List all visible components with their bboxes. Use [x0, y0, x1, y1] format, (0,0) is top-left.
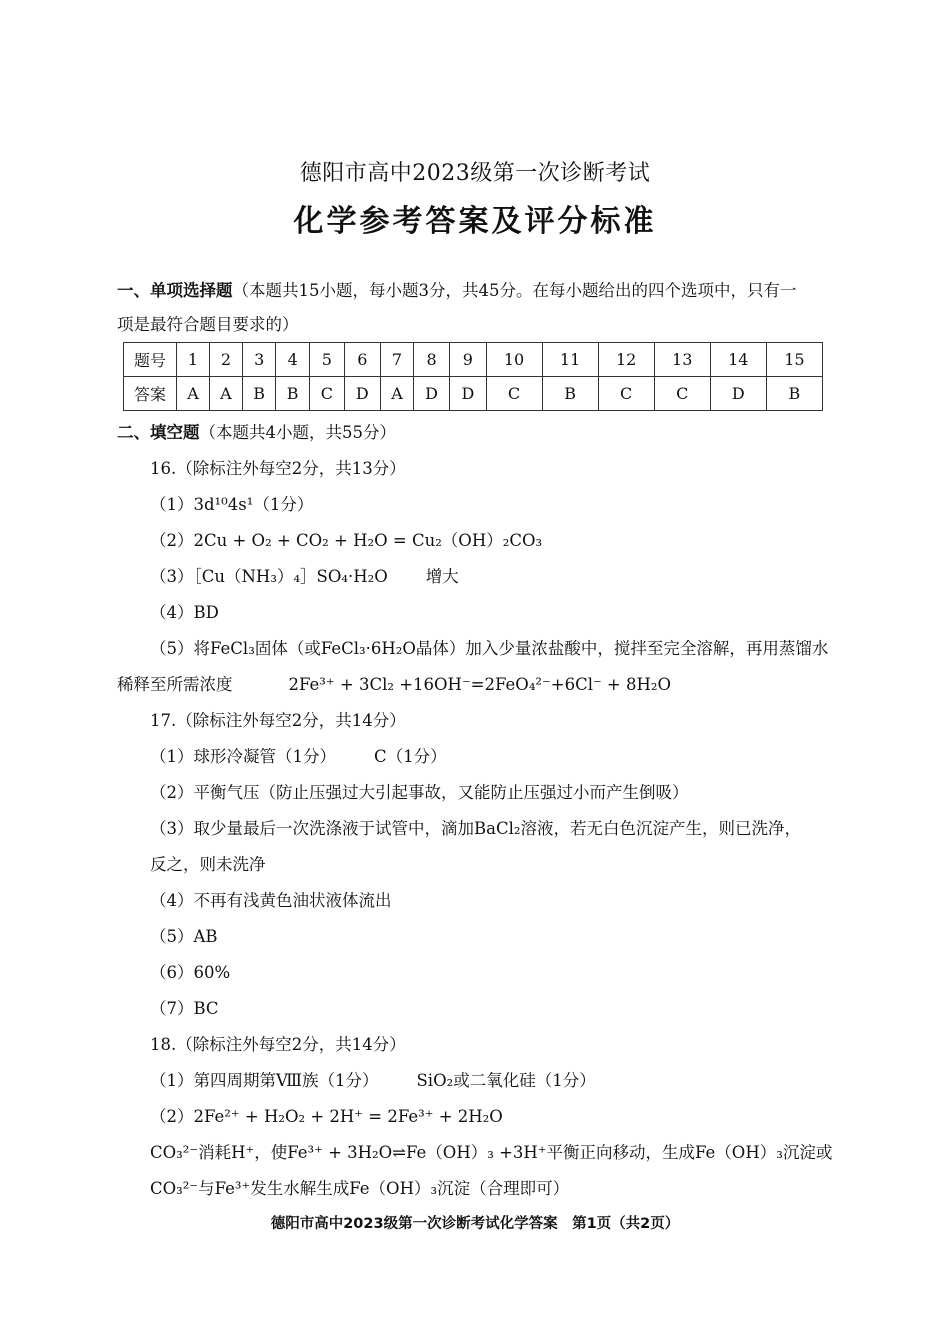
q17-answer-1-line: [150, 746, 447, 768]
table-cell: D: [450, 377, 486, 411]
table-cell: A: [177, 377, 210, 411]
table-cell: 7: [380, 343, 413, 377]
q16-answer-3-line: [150, 566, 459, 588]
table-cell: 10: [486, 343, 542, 377]
q17-answer-4: （4）不再有浅黄色油状液体流出: [150, 891, 392, 910]
row-label-answer: 答案: [124, 377, 177, 411]
table-cell: 12: [598, 343, 654, 377]
table-row-numbers: [124, 343, 823, 377]
q16-title: 16.（除标注外每空2分，共13分）: [150, 459, 406, 478]
table-cell: 13: [654, 343, 710, 377]
q18-title: 18.（除标注外每空2分，共14分）: [150, 1035, 406, 1054]
q17-answer-3-line1: （3）取少量最后一次洗涤液于试管中，滴加BaCl₂溶液，若无白色沉淀产生，则已洗净，: [150, 819, 801, 838]
q17-answer-6: （6）60%: [150, 963, 231, 982]
table-cell: 11: [542, 343, 598, 377]
q18-answer-1b: SiO₂或二氧化硅（1分）: [416, 1071, 596, 1090]
table-cell: B: [276, 377, 310, 411]
table-cell: 5: [309, 343, 344, 377]
section2-heading: 二、填空题: [117, 423, 200, 442]
document-subtitle: 德阳市高中2023级第一次诊断考试: [299, 161, 651, 186]
table-cell: 14: [710, 343, 766, 377]
table-cell: 1: [177, 343, 210, 377]
table-row-answers: [124, 377, 823, 411]
table-cell: 15: [766, 343, 822, 377]
row-label-question: 题号: [124, 343, 177, 377]
table-cell: C: [309, 377, 344, 411]
section2-line: [117, 422, 396, 444]
table-cell: C: [486, 377, 542, 411]
q16-answer-5-equation: 2Fe³⁺ + 3Cl₂ +16OH⁻=2FeO₄²⁻+6Cl⁻ + 8H₂O: [288, 675, 672, 694]
table-cell: D: [344, 377, 380, 411]
q18-answer-1: （1）第四周期第Ⅷ族（1分）: [150, 1071, 379, 1090]
table-cell: 9: [450, 343, 486, 377]
table-cell: B: [766, 377, 822, 411]
q17-answer-5: （5）AB: [150, 927, 218, 946]
q18-answer-2: （2）2Fe²⁺ + H₂O₂ + 2H⁺ = 2Fe³⁺ + 2H₂O: [150, 1107, 503, 1126]
table-cell: A: [209, 377, 242, 411]
table-cell: B: [542, 377, 598, 411]
q16-answer-1: （1）3d¹⁰4s¹（1分）: [150, 495, 314, 514]
table-cell: 4: [276, 343, 310, 377]
q18-answer-2-line3: CO₃²⁻与Fe³⁺发生水解生成Fe（OH）₃沉淀（合理即可）: [150, 1179, 570, 1198]
table-cell: D: [710, 377, 766, 411]
q16-answer-4: （4）BD: [150, 603, 219, 622]
section1-line1: [117, 280, 797, 302]
section1-note-line2: 项是最符合题目要求的）: [117, 315, 299, 334]
q16-answer-2: （2）2Cu + O₂ + CO₂ + H₂O = Cu₂（OH）₂CO₃: [150, 531, 543, 550]
table-cell: 8: [413, 343, 449, 377]
table-cell: B: [242, 377, 276, 411]
page-footer: 德阳市高中2023级第一次诊断考试化学答案 第1页（共2页）: [270, 1216, 680, 1232]
q17-answer-2: （2）平衡气压（防止压强过大引起事故，又能防止压强过小而产生倒吸）: [150, 783, 689, 802]
table-cell: 2: [209, 343, 242, 377]
table-cell: C: [598, 377, 654, 411]
q16-answer-5-line2-wrap: [117, 674, 671, 696]
q17-title: 17.（除标注外每空2分，共14分）: [150, 711, 406, 730]
q17-answer-1: （1）球形冷凝管（1分）: [150, 747, 336, 766]
q16-answer-3b: 增大: [425, 567, 459, 586]
answer-table: [123, 342, 823, 411]
q17-answer-1b: C（1分）: [374, 747, 447, 766]
q18-answer-1-line: [150, 1070, 596, 1092]
q16-answer-5-line2: 稀释至所需浓度: [117, 675, 233, 694]
section2-note: （本题共4小题，共55分）: [199, 423, 396, 442]
section1-heading: 一、单项选择题: [117, 281, 233, 300]
q16-answer-3: （3）［Cu（NH₃）₄］SO₄·H₂O: [150, 567, 388, 586]
table-cell: D: [413, 377, 449, 411]
table-cell: A: [380, 377, 413, 411]
table-cell: C: [654, 377, 710, 411]
q17-answer-3-line2: 反之，则未洗净: [150, 855, 266, 874]
table-cell: 6: [344, 343, 380, 377]
q17-answer-7: （7）BC: [150, 999, 219, 1018]
document-title: 化学参考答案及评分标准: [293, 204, 657, 239]
section1-note: （本题共15小题，每小题3分，共45分。在每小题给出的四个选项中，只有一: [232, 281, 797, 300]
q18-answer-2-line2: CO₃²⁻消耗H⁺，使Fe³⁺ + 3H₂O⇌Fe（OH）₃ +3H⁺平衡正向移动，生成Fe（OH）₃沉淀或: [150, 1143, 833, 1162]
q16-answer-5-line1: （5）将FeCl₃固体（或FeCl₃·6H₂O晶体）加入少量浓盐酸中，搅拌至完全溶解，再用蒸馏水: [150, 639, 829, 658]
table-cell: 3: [242, 343, 276, 377]
